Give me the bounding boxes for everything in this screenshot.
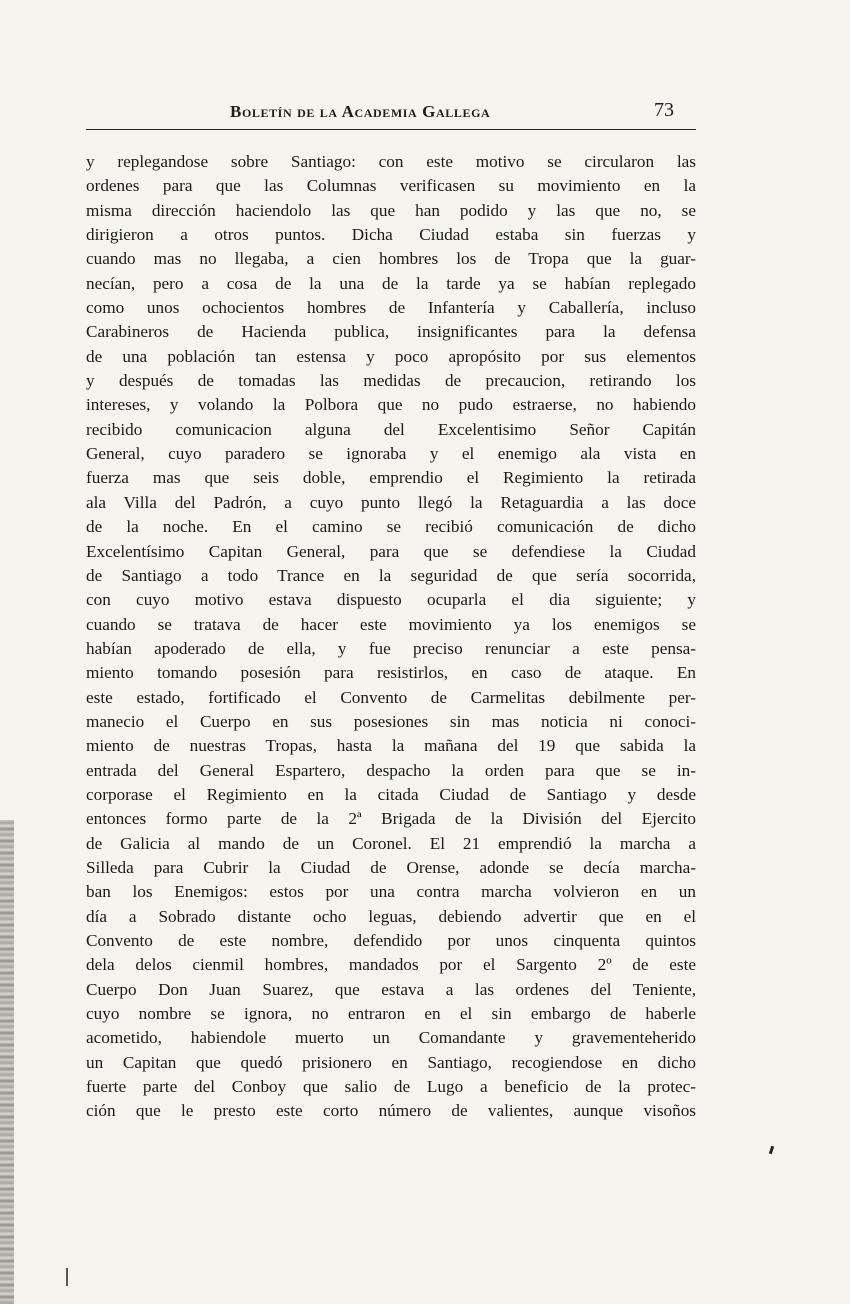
- text-line: de una población tan estensa y poco apropósito por sus elementos: [86, 346, 696, 366]
- text-line: día a Sobrado distante ocho leguas, debiendo advertir que en el: [86, 906, 696, 926]
- text-line: manecio el Cuerpo en sus posesiones sin mas noticia ni conoci-: [86, 711, 696, 731]
- text-line: misma dirección haciendolo las que han podido y las que no, se: [86, 200, 696, 220]
- page-edge-shadow: [0, 820, 14, 1304]
- text-line: cuando mas no llegaba, a cien hombres los de Tropa que la guar-: [86, 249, 696, 269]
- text-line: cuando se tratava de hacer este movimiento ya los enemigos se: [86, 614, 696, 634]
- text-line: y después de tomadas las medidas de precaucion, retirando los: [86, 371, 696, 391]
- text-line: necían, pero a cosa de la una de la tarde ya se habían replegado: [86, 273, 696, 293]
- text-line: miento tomando posesión para resistirlos, en caso de ataque. En: [86, 663, 696, 683]
- text-line: dirigieron a otros puntos. Dicha Ciudad estaba sin fuerzas y: [86, 225, 696, 245]
- text-line: acometido, habiendole muerto un Comandante y gravementeherido: [86, 1028, 696, 1048]
- ink-speck: [66, 1268, 68, 1286]
- text-line: como unos ochocientos hombres de Infantería y Caballería, incluso: [86, 298, 696, 318]
- text-line: General, cuyo paradero se ignoraba y el enemigo ala vista en: [86, 444, 696, 464]
- text-line: corporase el Regimiento en la citada Ciudad de Santiago y desde: [86, 784, 696, 804]
- text-line: fuerza mas que seis doble, emprendio el Regimiento la retirada: [86, 468, 696, 488]
- text-line: Cuerpo Don Juan Suarez, que estava a las ordenes del Teniente,: [86, 979, 696, 999]
- text-line: fuerte parte del Conboy que salio de Lugo a beneficio de la protec-: [86, 1077, 696, 1097]
- running-title: Boletín de la Academia Gallega: [230, 102, 491, 121]
- text-line: Silleda para Cubrir la Ciudad de Orense, adonde se decía marcha-: [86, 857, 696, 877]
- text-line: de Santiago a todo Trance en la seguridad de que sería socorrida,: [86, 565, 696, 585]
- text-line: intereses, y volando la Polbora que no pudo estraerse, no habiendo: [86, 395, 696, 415]
- page-header: [86, 96, 696, 130]
- text-line: de la noche. En el camino se recibió comunicación de dicho: [86, 517, 696, 537]
- text-line: miento de nuestras Tropas, hasta la mañana del 19 que sabida la: [86, 736, 696, 756]
- text-line: Excelentísimo Capitan General, para que se defendiese la Ciudad: [86, 541, 696, 561]
- text-line: habían apoderado de ella, y fue preciso renunciar a este pensa-: [86, 638, 696, 658]
- text-line: ala Villa del Padrón, a cuyo punto llegó la Retaguardia a las doce: [86, 492, 696, 512]
- ink-speck: [769, 1146, 774, 1155]
- text-line: dela delos cienmil hombres, mandados por el Sargento 2º de este: [86, 955, 696, 975]
- text-line: ción que le presto este corto número de valientes, aunque visoños: [86, 1101, 696, 1121]
- text-line: y replegandose sobre Santiago: con este motivo se circularon las: [86, 152, 696, 171]
- page-number: 73: [654, 99, 674, 121]
- text-line: ordenes para que las Columnas verificasen su movimiento en la: [86, 176, 696, 196]
- text-line: cuyo nombre se ignora, no entraron en el sin embargo de haberle: [86, 1004, 696, 1024]
- text-line: ban los Enemigos: estos por una contra marcha volvieron en un: [86, 882, 696, 902]
- text-line: entonces formo parte de la 2ª Brigada de la División del Ejercito: [86, 809, 696, 829]
- body-text: [86, 150, 696, 1124]
- text-line: de Galicia al mando de un Coronel. El 21 emprendió la marcha a: [86, 833, 696, 853]
- text-line: este estado, fortificado el Convento de Carmelitas debilmente per-: [86, 687, 696, 707]
- text-line: con cuyo motivo estava dispuesto ocuparla el dia siguiente; y: [86, 590, 696, 610]
- text-line: entrada del General Espartero, despacho la orden para que se in-: [86, 760, 696, 780]
- text-line: Convento de este nombre, defendido por unos cinquenta quintos: [86, 931, 696, 950]
- header-rule: [86, 129, 696, 130]
- text-line: Carabineros de Hacienda publica, insignificantes para la defensa: [86, 322, 696, 342]
- text-line: un Capitan que quedó prisionero en Santiago, recogiendose en dicho: [86, 1052, 696, 1072]
- text-line: recibido comunicacion alguna del Excelentisimo Señor Capitán: [86, 419, 696, 439]
